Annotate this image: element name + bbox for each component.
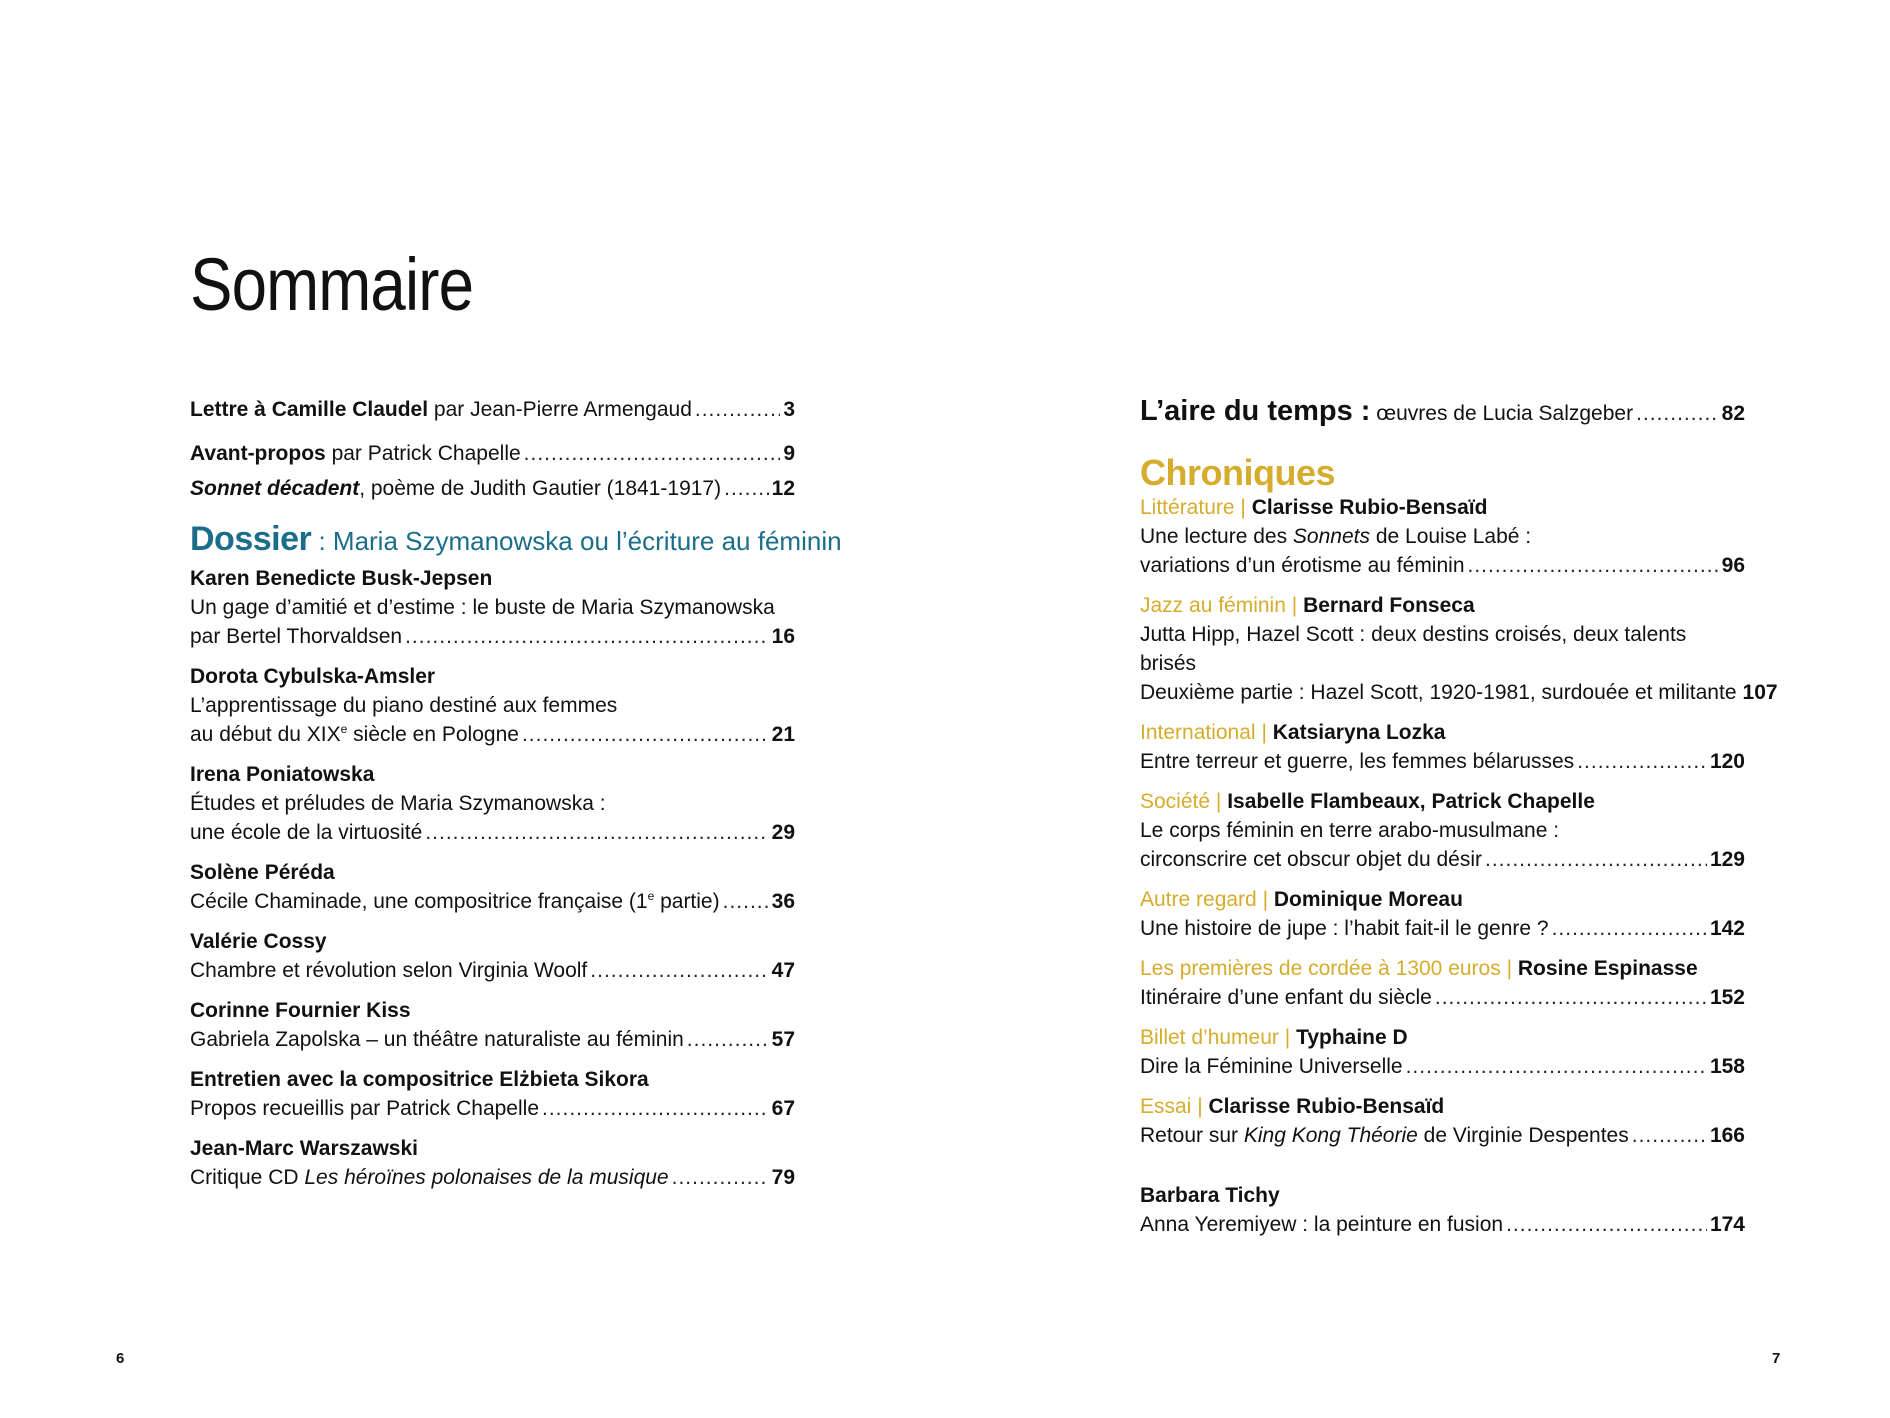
page-number: 174: [1709, 1213, 1745, 1236]
chronique-entry[interactable]: Essai | Clarisse Rubio-Bensaïd Retour sur King Kong Théorie de Virginie Despentes ..... 166: [1140, 1092, 1745, 1150]
toc-entry[interactable]: Entretien avec la compositrice Elżbieta Sikora Propos recueillis par Patrick Chapelle ..... 67: [190, 1065, 795, 1123]
toc-entry[interactable]: Valérie Cossy Chambre et révolution selon Virginia Woolf ..... 47: [190, 927, 795, 985]
page-number: 21: [771, 723, 795, 746]
entry-author: Typhaine D: [1296, 1026, 1408, 1049]
entry-title: Jutta Hipp, Hazel Scott : deux destins croisés, deux talents brisés: [1140, 623, 1687, 675]
chronique-entry[interactable]: Autre regard | Dominique Moreau Une histoire de jupe : l’habit fait-il le genre ? ..... 142: [1140, 885, 1745, 943]
leader-dots: [1506, 1210, 1707, 1239]
page-number: 67: [771, 1097, 795, 1120]
chronique-category: Autre regard: [1140, 888, 1257, 911]
entry-author: Karen Benedicte Busk-Jepsen: [190, 567, 493, 590]
leader-dots: [724, 474, 769, 503]
leader-dots: [687, 1025, 769, 1054]
chronique-entry[interactable]: Jazz au féminin | Bernard Fonseca Jutta Hipp, Hazel Scott : deux destins croisés, deux talents brisés Deuxième partie : Hazel Scott, 1920-1981, surdouée et militante 107: [1140, 591, 1745, 707]
dossier-heading: Dossier : Maria Szymanowska ou l’écriture au féminin: [190, 520, 842, 558]
page-number: 158: [1709, 1055, 1745, 1078]
leader-dots: [1468, 551, 1719, 580]
leader-dots: [522, 720, 769, 749]
chronique-entry[interactable]: Billet d’humeur | Typhaine D Dire la Féminine Universelle ..... 158: [1140, 1023, 1745, 1081]
page-number: 47: [771, 959, 795, 982]
entry-author: Bernard Fonseca: [1303, 594, 1475, 617]
toc-entry[interactable]: Solène Péréda Cécile Chaminade, une compositrice française (1e partie) ..... 36: [190, 858, 795, 916]
page-number: 36: [771, 890, 795, 913]
toc-entry[interactable]: Irena Poniatowska Études et préludes de Maria Szymanowska : une école de la virtuosité ..... 29: [190, 760, 795, 847]
entry-author: Clarisse Rubio-Bensaïd: [1251, 496, 1488, 519]
leader-dots: [1552, 914, 1707, 943]
toc-entry-sonnet[interactable]: Sonnet décadent, poème de Judith Gautier (1841-1917) ..... 12: [190, 474, 795, 503]
folio-left: 6: [116, 1350, 125, 1367]
page-number: 82: [1721, 402, 1745, 425]
leader-dots: [405, 622, 769, 651]
page-number: 9: [783, 442, 795, 465]
leader-dots: [1636, 399, 1719, 428]
leader-dots: [524, 439, 781, 468]
entry-title: L’apprentissage du piano destiné aux femmes: [190, 694, 618, 717]
entry-author: Solène Péréda: [190, 861, 335, 884]
page-number: 166: [1709, 1124, 1745, 1147]
chronique-entry[interactable]: Société | Isabelle Flambeaux, Patrick Chapelle Le corps féminin en terre arabo-musulmane : circonscrire cet obscur objet du désir ..... 129: [1140, 787, 1745, 874]
leader-dots: [1435, 983, 1707, 1012]
entry-author: Irena Poniatowska: [190, 763, 375, 786]
page-number: 129: [1709, 848, 1745, 871]
page-title: Sommaire: [190, 243, 474, 326]
entry-author: Jean-Marc Warszawski: [190, 1137, 418, 1160]
chroniques-heading: Chroniques: [1140, 452, 1336, 493]
chronique-category: Essai: [1140, 1095, 1192, 1118]
entry-author: Corinne Fournier Kiss: [190, 999, 411, 1022]
entry-author: Entretien avec la compositrice Elżbieta Sikora: [190, 1068, 649, 1091]
page-number: 142: [1709, 917, 1745, 940]
entry-title: Le corps féminin en terre arabo-musulmane :: [1140, 819, 1560, 842]
page-number: 79: [771, 1166, 795, 1189]
toc-entry-avant-propos[interactable]: Avant-propos par Patrick Chapelle ..... 9: [190, 439, 795, 468]
toc-left: [190, 395, 842, 1203]
toc-entry-tichy[interactable]: Barbara Tichy Anna Yeremiyew : la peinture en fusion ..... 174: [1140, 1181, 1745, 1239]
chronique-entry[interactable]: Littérature | Clarisse Rubio-Bensaïd Une lecture des Sonnets de Louise Labé : variations d’un érotisme au féminin ..... 96: [1140, 493, 1745, 580]
entry-author: Katsiaryna Lozka: [1272, 721, 1446, 744]
page-number: 57: [771, 1028, 795, 1051]
page-number: 120: [1709, 750, 1745, 773]
leader-dots: [542, 1094, 769, 1123]
folio-right: 7: [1772, 1350, 1781, 1367]
leader-dots: [1485, 845, 1707, 874]
leader-dots: [590, 956, 768, 985]
toc-entry[interactable]: Corinne Fournier Kiss Gabriela Zapolska – un théâtre naturaliste au féminin ..... 57: [190, 996, 795, 1054]
leader-dots: [1632, 1121, 1707, 1150]
entry-title: Un gage d’amitié et d’estime : le buste de Maria Szymanowska: [190, 596, 775, 619]
entry-title: Études et préludes de Maria Szymanowska :: [190, 792, 606, 815]
page-number: 12: [771, 477, 795, 500]
entry-author: Rosine Espinasse: [1517, 957, 1698, 980]
leader-dots: [1406, 1052, 1707, 1081]
toc-entry-lettre[interactable]: Lettre à Camille Claudel par Jean-Pierre Armengaud ..... 3: [190, 395, 795, 424]
toc-entry-aire-du-temps[interactable]: L’aire du temps : œuvres de Lucia Salzgeber ..... 82: [1140, 397, 1745, 428]
entry-author: Valérie Cossy: [190, 930, 327, 953]
entry-author: Clarisse Rubio-Bensaïd: [1208, 1095, 1445, 1118]
leader-dots: [695, 395, 780, 424]
chronique-category: Littérature: [1140, 496, 1235, 519]
page-number: 16: [771, 625, 795, 648]
toc-entry[interactable]: Jean-Marc Warszawski Critique CD Les héroïnes polonaises de la musique ..... 79: [190, 1134, 795, 1192]
leader-dots: [425, 818, 768, 847]
chronique-category: Les premières de cordée à 1300 euros: [1140, 957, 1501, 980]
toc-right: [1140, 395, 1778, 1250]
leader-dots: [723, 887, 769, 916]
leader-dots: [672, 1163, 769, 1192]
entry-title: Une lecture des Sonnets de Louise Labé :: [1140, 525, 1532, 548]
entry-author: Barbara Tichy: [1140, 1184, 1280, 1207]
toc-entry[interactable]: Dorota Cybulska-Amsler L’apprentissage du piano destiné aux femmes au début du XIXe siècle en Pologne ..... 21: [190, 662, 795, 749]
page-number: 96: [1721, 554, 1745, 577]
toc-entry[interactable]: Karen Benedicte Busk-Jepsen Un gage d’amitié et d’estime : le buste de Maria Szymanowska par Bertel Thorvaldsen ..... 16: [190, 564, 795, 651]
chronique-category: International: [1140, 721, 1256, 744]
chronique-entry[interactable]: Les premières de cordée à 1300 euros | Rosine Espinasse Itinéraire d’une enfant du siècle ..... 152: [1140, 954, 1745, 1012]
page-number: 152: [1709, 986, 1745, 1009]
chronique-category: Société: [1140, 790, 1211, 813]
leader-dots: [1577, 747, 1707, 776]
chronique-category: Jazz au féminin: [1140, 594, 1286, 617]
page-number: 29: [771, 821, 795, 844]
chronique-entry[interactable]: International | Katsiaryna Lozka Entre terreur et guerre, les femmes bélarusses ..... 120: [1140, 718, 1745, 776]
page-number: 107: [1742, 681, 1778, 704]
entry-author: Dorota Cybulska-Amsler: [190, 665, 436, 688]
chronique-category: Billet d’humeur: [1140, 1026, 1279, 1049]
entry-author: Isabelle Flambeaux, Patrick Chapelle: [1227, 790, 1595, 813]
page-number: 3: [783, 398, 795, 421]
entry-author: Dominique Moreau: [1273, 888, 1463, 911]
